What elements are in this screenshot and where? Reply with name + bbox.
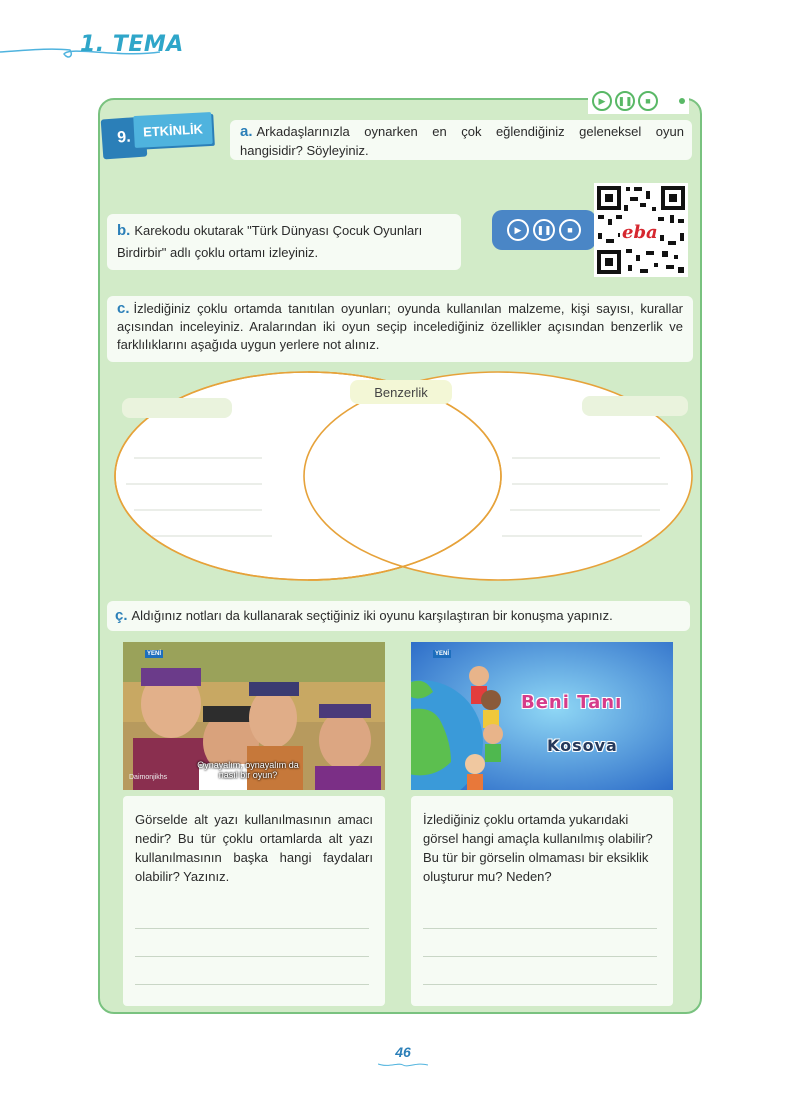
decor-dot (679, 98, 685, 104)
question-text: Aldığınız notları da kullanarak seçtiğiniz iki oyunu karşılaştıran bir konuşma yapınız. (131, 608, 613, 623)
channel-logo: YENİ (147, 651, 162, 657)
prompt-text: Görselde alt yazı kullanılmasının amacı nedir? Bu tür çoklu ortamlarda alt yazı kullanılmasının başka hangi faydaları olabilir? Yazınız. (135, 812, 373, 884)
activity-number: 9. (101, 117, 148, 160)
pause-icon[interactable]: ❚❚ (533, 219, 555, 241)
question-b (107, 214, 461, 270)
activity-label: ETKİNLİK (133, 112, 213, 148)
watermark: Daimonjikhs (129, 774, 168, 781)
question-text: Karekodu okutarak "Türk Dünyası Çocuk Oyunları Birdirbir" adlı çoklu ortamı izleyiniz. (117, 223, 423, 260)
prompt-text: İzlediğiniz çoklu ortamda yukarıdaki görsel hangi amaçla kullanılmış olabilir? Bu tür bir görselin olmaması bir eksiklik oluşturur mu? Neden? (423, 812, 653, 884)
venn-center-label: Benzerlik (350, 380, 452, 404)
writing-box-left (123, 796, 385, 1006)
difference-label-left (122, 398, 232, 418)
writing-box-right (411, 796, 673, 1006)
difference-label-right (582, 396, 688, 416)
writing-line[interactable] (423, 928, 657, 929)
writing-line[interactable] (423, 984, 657, 985)
beni-tani-illustration (411, 642, 673, 790)
writing-line[interactable] (135, 928, 369, 929)
question-letter: c. (117, 300, 130, 317)
writing-line[interactable] (135, 984, 369, 985)
page-number: 46 (395, 1044, 411, 1060)
video-title: Beni Tanı (521, 692, 623, 713)
video-still-children (123, 642, 385, 790)
question-letter: b. (117, 222, 131, 239)
writing-line[interactable] (135, 956, 369, 957)
stop-icon[interactable]: ■ (638, 91, 658, 111)
question-c (107, 296, 693, 362)
question-a (230, 120, 692, 160)
video-subtitle: Kosova (547, 736, 618, 755)
question-text: Arkadaşlarınızla oynarken en çok eğlendiğiniz geleneksel oyun hangisidir? Söyleyiniz. (240, 124, 684, 158)
channel-logo: YENİ (435, 651, 450, 657)
play-icon[interactable]: ▶ (592, 91, 612, 111)
play-icon[interactable]: ▶ (507, 219, 529, 241)
stop-icon[interactable]: ■ (559, 219, 581, 241)
question-letter: a. (240, 123, 253, 140)
question-letter: ç. (115, 607, 128, 624)
pause-icon[interactable]: ❚❚ (615, 91, 635, 111)
page-number-decoration (378, 1060, 428, 1070)
writing-line[interactable] (423, 956, 657, 957)
media-controls-top (588, 88, 689, 114)
question-text: İzlediğiniz çoklu ortamda tanıtılan oyunları; oyunda kullanılan malzeme, kişi sayısı, kurallar açısından inceleyiniz. Aralarından iki oyun seçip incelediğiniz özellikler açısından benzerlik ve farklılıklarını aşağıda uygun yerlere not alınız. (117, 301, 683, 352)
theme-title: 1. TEMA (80, 32, 184, 57)
video-still-beni-tani (411, 642, 673, 790)
question-d (107, 601, 690, 631)
activity-badge (102, 112, 212, 158)
eba-media-controls (492, 210, 596, 250)
eba-logo: eba (622, 222, 658, 243)
video-subtitle: Oynayalım, oynayalım da nasıl bir oyun? (197, 760, 299, 780)
